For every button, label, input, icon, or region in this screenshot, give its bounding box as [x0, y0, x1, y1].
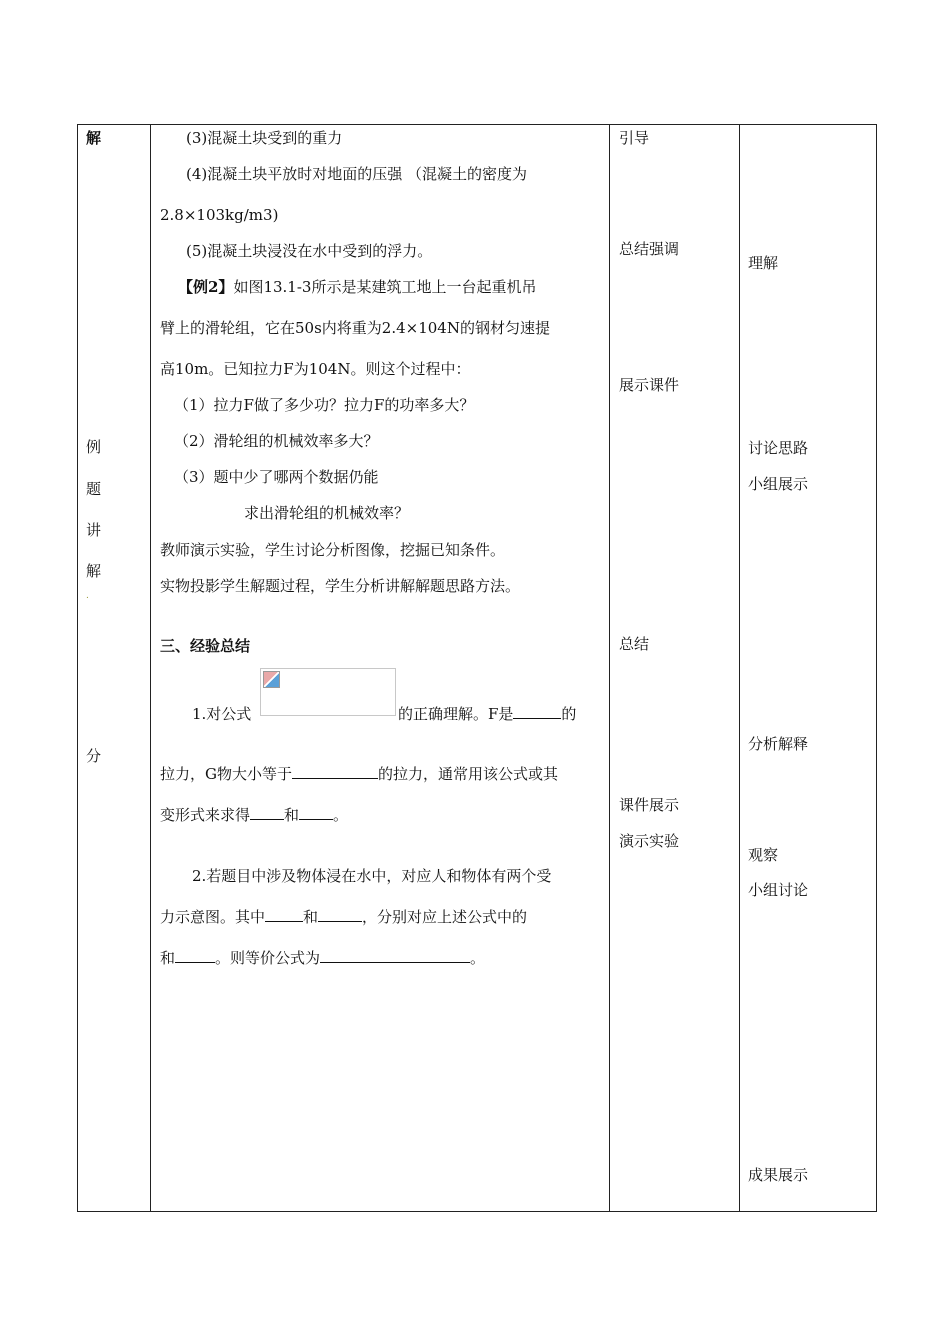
question-3: (3)混凝土块受到的重力	[186, 129, 343, 147]
broken-image-icon	[263, 671, 280, 688]
answer-blank[interactable]	[292, 764, 378, 779]
col1-header: 解	[86, 129, 102, 147]
question-5: (5)混凝土块浸没在水中受到的浮力。	[186, 242, 433, 260]
example-2-q2: （2）滑轮组的机械效率多大？	[174, 432, 379, 450]
summary-1-line3-b: 和	[284, 806, 300, 824]
teacher-activity: 演示实验	[619, 832, 680, 850]
col1-char: 题	[86, 480, 102, 498]
student-activity: 小组讨论	[748, 881, 809, 899]
teacher-activity: 引导	[619, 129, 650, 147]
summary-1-line3-c: 。	[333, 806, 349, 824]
summary-1-line2-a: 拉力，G物大小等于	[160, 765, 292, 783]
answer-blank[interactable]	[175, 948, 215, 963]
question-4-line2: 2.8×103kg/m3)	[160, 206, 279, 224]
col1-char: 讲	[86, 521, 102, 539]
example-2-line3: 高10m。已知拉力F为104N。则这个过程中：	[160, 360, 471, 378]
col1-char: 例	[86, 438, 102, 456]
answer-blank[interactable]	[513, 704, 561, 719]
summary-2-line3-c: 。	[470, 949, 486, 967]
section-3-title: 三、经验总结	[160, 637, 251, 655]
column-divider	[609, 125, 610, 1211]
teacher-note: 教师演示实验，学生讨论分析图像，挖掘已知条件。	[160, 541, 506, 559]
student-activity: 观察	[748, 846, 779, 864]
summary-2-line2	[160, 907, 527, 927]
projection-note: 实物投影学生解题过程，学生分析讲解解题思路方法。	[160, 577, 521, 595]
formula-image	[260, 668, 396, 716]
teacher-activity: 课件展示	[619, 796, 680, 814]
summary-2-line2-b: 和	[303, 908, 319, 926]
summary-2-line1: 2.若题目中涉及物体浸在水中，对应人和物体有两个受	[192, 867, 552, 885]
summary-1-line2	[160, 764, 558, 784]
col1-char: 解	[86, 562, 102, 580]
marker-dot: .	[86, 591, 89, 601]
summary-1-line2-b: 的拉力，通常用该公式或其	[377, 765, 558, 783]
student-activity: 成果展示	[748, 1166, 809, 1184]
example-2-q1: （1）拉力F做了多少功？拉力F的功率多大？	[174, 396, 475, 414]
column-divider	[150, 125, 151, 1211]
question-4-line1: (4)混凝土块平放时对地面的压强 （混凝土的密度为	[186, 165, 528, 183]
summary-1-line3	[160, 805, 348, 825]
summary-1-line1	[398, 704, 576, 724]
summary-2-line2-a: 力示意图。其中	[160, 908, 266, 926]
summary-2-line2-c: ，分别对应上述公式中的	[362, 908, 528, 926]
example-2-line1	[178, 277, 536, 297]
student-activity: 分析解释	[748, 735, 809, 753]
column-divider	[739, 125, 740, 1211]
col1-bottom: 分	[86, 747, 102, 765]
teacher-activity: 总结强调	[619, 240, 680, 258]
summary-1-end: 的	[561, 705, 577, 723]
student-activity: 理解	[748, 254, 779, 272]
summary-1-prefix: 1.对公式	[192, 705, 252, 723]
example-2-text: 如图13.1-3所示是某建筑工地上一台起重机吊	[233, 278, 537, 296]
answer-blank[interactable]	[318, 907, 362, 922]
answer-blank[interactable]	[265, 907, 303, 922]
summary-2-line3-b: 。则等价公式为	[215, 949, 321, 967]
summary-2-line3-a: 和	[160, 949, 176, 967]
example-2-q3-line1: （3）题中少了哪两个数据仍能	[174, 468, 379, 486]
answer-blank[interactable]	[250, 805, 284, 820]
answer-blank[interactable]	[299, 805, 333, 820]
example-2-q3-line2: 求出滑轮组的机械效率？	[244, 504, 410, 522]
example-2-tag: 【例2】	[178, 278, 234, 296]
teacher-activity: 总结	[619, 635, 650, 653]
student-activity: 小组展示	[748, 475, 809, 493]
student-activity: 讨论思路	[748, 439, 809, 457]
teacher-activity: 展示课件	[619, 376, 680, 394]
summary-1-line3-a: 变形式来求得	[160, 806, 251, 824]
answer-blank[interactable]	[320, 948, 470, 963]
example-2-line2: 臂上的滑轮组，它在50s内将重为2.4×104N的钢材匀速提	[160, 319, 550, 337]
summary-2-line3	[160, 948, 485, 968]
summary-1-mid: 的正确理解。F是	[398, 705, 514, 723]
